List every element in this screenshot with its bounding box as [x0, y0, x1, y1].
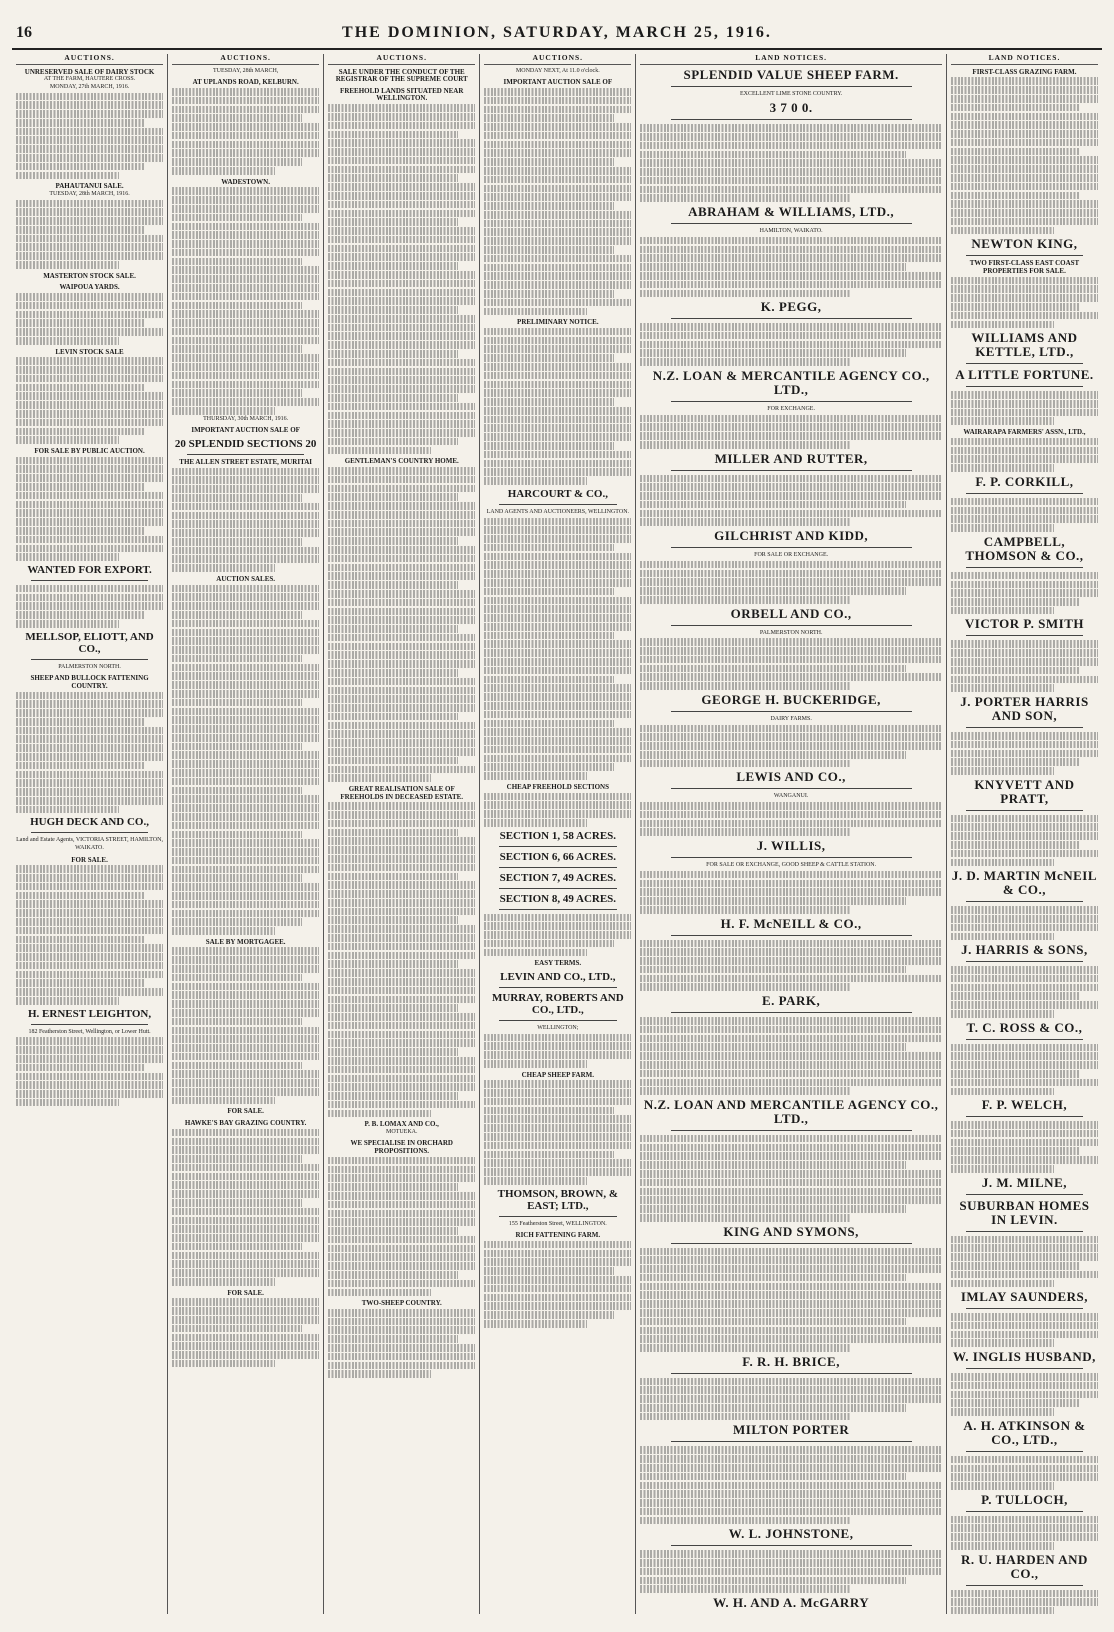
- body-text: [172, 88, 319, 175]
- divider: [671, 1243, 912, 1244]
- body-text: [640, 475, 942, 527]
- notice-heading: SHEEP AND BULLOCK FATTENING COUNTRY.: [30, 674, 149, 690]
- subheading: MONDAY, 27th MARCH, 1916.: [49, 83, 130, 90]
- column-heading: AUCTIONS.: [172, 54, 319, 65]
- body-text: [484, 88, 631, 315]
- advertiser-name: P. TULLOCH,: [981, 1491, 1068, 1507]
- notice-heading: UNRESERVED SALE OF DAIRY STOCK: [24, 67, 155, 76]
- notice-heading: SALE BY MORTGAGEE.: [205, 937, 286, 946]
- body-text: [172, 187, 319, 414]
- body-text: [951, 1121, 1098, 1173]
- body-text: [484, 914, 631, 957]
- body-text: [484, 1034, 631, 1068]
- body-text: [328, 1157, 475, 1296]
- advertiser-name: F. P. CORKILL,: [975, 473, 1074, 489]
- advertiser-name: HUGH DECK AND CO.,: [30, 816, 149, 829]
- column-heading: LAND NOTICES.: [640, 54, 942, 65]
- body-text: [640, 561, 942, 604]
- advertiser-name: SECTION 6, 66 ACRES.: [499, 850, 617, 863]
- notice-heading: TWO-SHEEP COUNTRY.: [361, 1299, 442, 1308]
- divider: [31, 580, 149, 581]
- divider: [671, 119, 912, 120]
- notice-heading: FOR SALE.: [71, 855, 108, 864]
- advertiser-name: A LITTLE FORTUNE.: [955, 367, 1094, 383]
- notice-heading: HAWKE'S BAY GRAZING COUNTRY.: [184, 1118, 307, 1127]
- advertiser-name: SECTION 8, 49 ACRES.: [499, 892, 617, 905]
- divider: [499, 987, 617, 988]
- notice-heading: CHEAP SHEEP FARM.: [521, 1070, 595, 1079]
- advertiser-name: H. ERNEST LEIGHTON,: [28, 1007, 152, 1020]
- advertiser-name: W. INGLIS HUSBAND,: [953, 1349, 1096, 1365]
- body-text: [640, 802, 942, 836]
- body-text: [640, 237, 942, 297]
- body-text: [484, 1080, 631, 1184]
- subheading: WELLINGTON;: [537, 1024, 579, 1031]
- column-heading: LAND NOTICES.: [951, 54, 1098, 65]
- masthead: [12, 22, 1102, 50]
- body-text: [16, 457, 163, 561]
- divider: [499, 846, 617, 847]
- notice-heading: GREAT REALISATION SALE OF FREEHOLDS IN DECEASED ESTATE.: [340, 784, 464, 801]
- divider: [966, 363, 1084, 364]
- subheading: AT THE FARM, HAUTERE CROSS.: [43, 76, 136, 83]
- advertiser-name: T. C. ROSS & CO.,: [966, 1019, 1083, 1035]
- subheading: PALMERSTON NORTH.: [759, 629, 823, 636]
- divider: [966, 1368, 1084, 1369]
- divider: [671, 470, 912, 471]
- body-text: [951, 732, 1098, 775]
- body-text: [640, 323, 942, 366]
- body-text: [951, 1373, 1098, 1416]
- body-text: [484, 793, 631, 827]
- subheading: WANGANUI.: [773, 793, 809, 800]
- advertiser-name: VICTOR P. SMITH: [964, 616, 1085, 632]
- body-text: [16, 200, 163, 269]
- body-text: [640, 1248, 942, 1352]
- divider: [966, 635, 1084, 636]
- body-text: [951, 1590, 1098, 1614]
- divider: [31, 1024, 149, 1025]
- subheading: THURSDAY, 30th MARCH, 1916.: [203, 415, 289, 422]
- notice-heading: EASY TERMS.: [534, 959, 582, 968]
- subheading: TUESDAY, 28th MARCH,: [212, 67, 279, 74]
- subheading: PALMERSTON NORTH.: [58, 663, 121, 670]
- advertiser-name: N.Z. LOAN AND MERCANTILE AGENCY CO., LTD.,: [643, 1096, 939, 1126]
- divider: [966, 1308, 1084, 1309]
- body-text: [16, 293, 163, 345]
- divider: [966, 567, 1084, 568]
- body-text: [640, 1378, 942, 1421]
- subheading: MOTUEKA.: [385, 1128, 418, 1135]
- notice-heading: WE SPECIALISE IN ORCHARD PROPOSITIONS.: [350, 1139, 453, 1156]
- advertiser-name: NEWTON KING,: [971, 236, 1078, 252]
- body-text: [640, 638, 942, 690]
- divider: [31, 832, 149, 833]
- body-text: [16, 585, 163, 628]
- divider: [966, 255, 1084, 256]
- advertiser-name: J. PORTER HARRIS AND SON,: [960, 693, 1089, 723]
- advertiser-name: MILTON PORTER: [733, 1422, 850, 1438]
- notice-heading: FOR SALE BY PUBLIC AUCTION.: [34, 446, 145, 455]
- divider: [966, 386, 1084, 387]
- notice-heading: SALE UNDER THE CONDUCT OF THE REGISTRAR OF THE SUPREME COURT: [335, 67, 468, 84]
- subheading: FOR SALE OR EXCHANGE, GOOD SHEEP & CATTLE STATION.: [706, 862, 877, 869]
- body-text: [951, 906, 1098, 940]
- notice-heading: FOR SALE.: [227, 1288, 264, 1297]
- body-text: [951, 391, 1098, 425]
- body-text: [484, 518, 631, 780]
- advertiser-name: LEWIS AND CO.,: [736, 769, 846, 785]
- notice-heading: MASTERTON STOCK SALE.: [43, 271, 136, 280]
- advertiser-name: 3 7 0 0.: [769, 100, 813, 116]
- advertiser-name: SPLENDID VALUE SHEEP FARM.: [683, 66, 899, 82]
- advertiser-name: SECTION 7, 49 ACRES.: [499, 871, 617, 884]
- body-text: [328, 104, 475, 454]
- subheading: EXCELLENT LIME STONE COUNTRY.: [739, 90, 843, 97]
- advertiser-name: SECTION 1, 58 ACRES.: [499, 829, 617, 842]
- body-text: [951, 1236, 1098, 1288]
- advertiser-name: N.Z. LOAN & MERCANTILE AGENCY CO., LTD.,: [652, 367, 930, 397]
- body-text: [172, 947, 319, 1104]
- divider: [966, 493, 1084, 494]
- advertiser-name: WILLIAMS AND KETTLE, LTD.,: [971, 330, 1078, 360]
- column-heading: AUCTIONS.: [328, 54, 475, 65]
- subheading: LAND AGENTS AND AUCTIONEERS, WELLINGTON.: [486, 508, 630, 515]
- column-4: [480, 54, 636, 1614]
- body-text: [951, 966, 1098, 1018]
- advertiser-name: E. PARK,: [761, 993, 821, 1009]
- body-text: [951, 438, 1098, 472]
- body-text: [640, 1135, 942, 1222]
- advertiser-name: MELLSOP, ELIOTT, AND CO.,: [25, 630, 154, 655]
- body-text: [172, 585, 319, 935]
- advertiser-name: 20 SPLENDID SECTIONS 20: [174, 437, 317, 450]
- notice-heading: IMPORTANT AUCTION SALE OF: [191, 426, 300, 435]
- column-heading: AUCTIONS.: [484, 54, 631, 65]
- divider: [499, 867, 617, 868]
- body-text: [951, 815, 1098, 867]
- advertiser-name: KNYVETT AND PRATT,: [974, 776, 1075, 806]
- divider: [966, 1039, 1084, 1040]
- advertiser-name: MILLER AND RUTTER,: [714, 450, 868, 466]
- advertiser-name: MURRAY, ROBERTS AND CO., LTD.,: [491, 991, 624, 1016]
- advertiser-name: J. M. MILNE,: [981, 1174, 1067, 1190]
- body-text: [16, 692, 163, 814]
- body-text: [328, 467, 475, 782]
- divider: [966, 1194, 1084, 1195]
- notice-heading: CHEAP FREEHOLD SECTIONS: [506, 782, 609, 791]
- divider: [671, 1130, 912, 1131]
- notice-heading: RICH FATTENING FARM.: [515, 1231, 601, 1240]
- body-text: [951, 1044, 1098, 1096]
- advertiser-name: W. H. AND A. McGARRY: [713, 1594, 870, 1610]
- body-text: [16, 1037, 163, 1106]
- divider: [499, 888, 617, 889]
- divider: [499, 1020, 617, 1021]
- body-text: [951, 1313, 1098, 1347]
- divider: [671, 86, 912, 87]
- subheading: MONDAY NEXT, At 11.0 o'clock.: [515, 67, 600, 74]
- body-text: [172, 1298, 319, 1367]
- body-text: [172, 468, 319, 572]
- column-2: [168, 54, 324, 1614]
- advertiser-name: IMLAY SAUNDERS,: [960, 1289, 1089, 1305]
- divider: [966, 1116, 1084, 1117]
- notice-heading: LEVIN STOCK SALE: [55, 347, 124, 356]
- advertiser-name: J. D. MARTIN McNEIL & CO.,: [951, 868, 1098, 898]
- advertiser-name: F. P. WELCH,: [981, 1097, 1068, 1113]
- subheading: TUESDAY, 28th MARCH, 1916.: [49, 190, 130, 197]
- body-text: [951, 572, 1098, 615]
- notice-heading: WADESTOWN.: [221, 177, 270, 186]
- divider: [671, 1545, 912, 1546]
- divider: [671, 711, 912, 712]
- divider: [671, 625, 912, 626]
- body-text: [951, 77, 1098, 234]
- advertiser-name: ORBELL AND CO.,: [730, 605, 852, 621]
- notice-heading: WAIPOUA YARDS.: [59, 283, 120, 292]
- advertiser-name: F. R. H. BRICE,: [742, 1353, 840, 1369]
- body-text: [484, 328, 631, 485]
- body-text: [640, 871, 942, 914]
- body-text: [640, 124, 942, 202]
- column-heading: AUCTIONS.: [16, 54, 163, 65]
- advertiser-name: GILCHRIST AND KIDD,: [714, 528, 869, 544]
- column-1: [12, 54, 168, 1614]
- body-text: [640, 940, 942, 992]
- advertiser-name: J. HARRIS & SONS,: [961, 942, 1088, 958]
- columns: [12, 54, 1102, 1614]
- page-number: 16: [16, 24, 32, 41]
- advertiser-name: KING AND SYMONS,: [723, 1223, 859, 1239]
- divider: [966, 1511, 1084, 1512]
- advertiser-name: ABRAHAM & WILLIAMS, LTD.,: [688, 204, 895, 220]
- advertiser-name: A. H. ATKINSON & CO., LTD.,: [963, 1417, 1086, 1447]
- divider: [187, 454, 305, 455]
- notice-heading: FIRST-CLASS GRAZING FARM.: [972, 67, 1077, 76]
- divider: [499, 1216, 617, 1217]
- body-text: [16, 357, 163, 444]
- divider: [966, 901, 1084, 902]
- body-text: [328, 802, 475, 1117]
- notice-heading: WAIRARAPA FARMERS' ASSN., LTD.,: [963, 428, 1086, 437]
- advertiser-name: THOMSON, BROWN, & EAST; LTD.,: [497, 1187, 619, 1212]
- divider: [671, 1441, 912, 1442]
- body-text: [640, 725, 942, 768]
- advertiser-name: H. F. McNEILL & CO.,: [720, 915, 862, 931]
- body-text: [16, 865, 163, 1004]
- advertiser-name: HARCOURT & CO.,: [507, 487, 608, 500]
- body-text: [640, 415, 942, 449]
- advertiser-name: W. L. JOHNSTONE,: [728, 1526, 854, 1542]
- body-text: [951, 1456, 1098, 1490]
- notice-heading: FOR SALE.: [227, 1107, 264, 1116]
- notice-heading: GENTLEMAN'S COUNTRY HOME.: [344, 457, 459, 466]
- divider: [499, 909, 617, 910]
- subheading: HAMILTON, WAIKATO.: [759, 228, 823, 235]
- subheading: FOR EXCHANGE.: [767, 405, 815, 412]
- notice-heading: THE ALLEN STREET ESTATE, MURITAI: [179, 457, 312, 466]
- column-5: [636, 54, 947, 1614]
- advertiser-name: K. PEGG,: [760, 299, 822, 315]
- column-6: [947, 54, 1102, 1614]
- notice-heading: P. B. LOMAX AND CO.,: [364, 1120, 439, 1129]
- body-text: [16, 93, 163, 180]
- body-text: [951, 640, 1098, 692]
- subheading: 182 Featherston Street, Wellington, or Lower Hutt.: [28, 1028, 151, 1035]
- advertiser-name: SUBURBAN HOMES IN LEVIN.: [959, 1197, 1090, 1227]
- body-text: [640, 1550, 942, 1593]
- divider: [671, 318, 912, 319]
- subheading: 155 Featherston Street, WELLINGTON.: [508, 1220, 607, 1227]
- divider: [31, 659, 149, 660]
- body-text: [484, 1241, 631, 1328]
- divider: [671, 1012, 912, 1013]
- advertiser-name: WANTED FOR EXPORT.: [27, 563, 152, 576]
- divider: [671, 935, 912, 936]
- notice-heading: PRELIMINARY NOTICE.: [517, 318, 599, 327]
- divider: [966, 961, 1084, 962]
- divider: [671, 788, 912, 789]
- notice-heading: FREEHOLD LANDS SITUATED NEAR WELLINGTON.: [340, 86, 464, 103]
- divider: [671, 401, 912, 402]
- notice-heading: AT UPLANDS ROAD, KELBURN.: [192, 78, 299, 87]
- body-text: [328, 1309, 475, 1378]
- divider: [966, 810, 1084, 811]
- subheading: Land and Estate Agents, VICTORIA STREET, HAMILTON, WAIKATO.: [16, 837, 163, 851]
- body-text: [172, 1129, 319, 1286]
- advertiser-name: J. WILLIS,: [756, 838, 826, 854]
- masthead-title: THE DOMINION, SATURDAY, MARCH 25, 1916.: [342, 24, 772, 41]
- divider: [671, 1373, 912, 1374]
- body-text: [951, 498, 1098, 532]
- body-text: [640, 1017, 942, 1095]
- divider: [671, 857, 912, 858]
- advertiser-name: LEVIN AND CO., LTD.,: [500, 970, 616, 983]
- divider: [671, 223, 912, 224]
- notice-heading: PAHAUTANUI SALE.: [55, 182, 124, 191]
- advertiser-name: CAMPBELL, THOMSON & CO.,: [965, 533, 1084, 563]
- divider: [966, 1451, 1084, 1452]
- advertiser-name: R. U. HARDEN AND CO.,: [961, 1551, 1088, 1581]
- notice-heading: AUCTION SALES.: [216, 574, 276, 583]
- divider: [966, 1231, 1084, 1232]
- subheading: FOR SALE OR EXCHANGE.: [754, 552, 829, 559]
- body-text: [951, 277, 1098, 329]
- divider: [671, 547, 912, 548]
- subheading: DAIRY FARMS.: [770, 715, 812, 722]
- notice-heading: TWO FIRST-CLASS EAST COAST PROPERTIES FOR SALE.: [969, 259, 1080, 275]
- divider: [966, 1585, 1084, 1586]
- divider: [499, 504, 617, 505]
- column-3: [324, 54, 480, 1614]
- advertiser-name: GEORGE H. BUCKERIDGE,: [701, 691, 881, 707]
- body-text: [951, 1516, 1098, 1550]
- notice-heading: IMPORTANT AUCTION SALE OF: [503, 78, 613, 87]
- body-text: [640, 1446, 942, 1524]
- divider: [966, 727, 1084, 728]
